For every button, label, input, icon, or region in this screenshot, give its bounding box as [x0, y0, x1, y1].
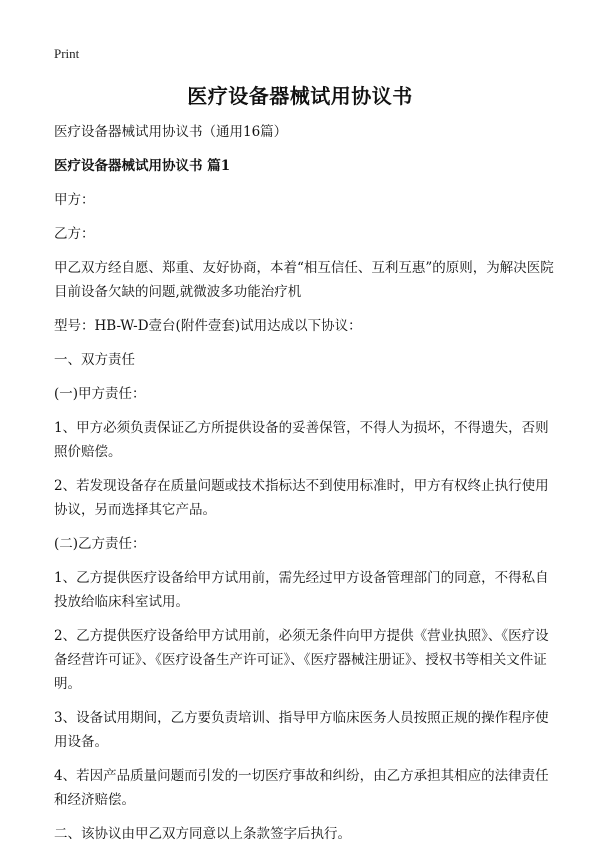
document-title: 医疗设备器械试用协议书 [187, 84, 413, 108]
party-b-duties-heading: (二)乙方责任： [54, 536, 146, 552]
party-a-duty-2: 2、若发现设备存在质量问题或技术指标达不到使用标准时，甲方有权终止执行使用协议，另而选择其它产品。 [54, 478, 549, 518]
party-a-duties-heading: (一)甲方责任： [54, 386, 146, 402]
party-b-duty-4: 4、若因产品质量问题而引发的一切医疗事故和纠纷，由乙方承担其相应的法律责任和经济赔偿。 [54, 768, 549, 808]
subtitle-paragraph: 医疗设备器械试用协议书（通用16篇） [54, 124, 288, 140]
party-a-duty-1: 1、甲方必须负责保证乙方所提供设备的妥善保管，不得人为损坏，不得遗失，否则照价赔偿。 [54, 420, 549, 460]
party-b-duty-3: 3、设备试用期间，乙方要负责培训、指导甲方临床医务人员按照正规的操作程序使用设备。 [54, 710, 549, 750]
section-heading: 医疗设备器械试用协议书 篇1 [54, 158, 231, 174]
model-paragraph: 型号：HB-W-D壹台(附件壹套)试用达成以下协议： [54, 318, 362, 334]
clause-heading: 一、双方责任 [54, 352, 135, 368]
document-body [54, 120, 554, 856]
print-link[interactable]: Print [54, 46, 80, 61]
party-b-duty-1: 1、乙方提供医疗设备给甲方试用前，需先经过甲方设备管理部门的同意，不得私自投放给临床科室试用。 [54, 570, 549, 610]
intro-paragraph: 甲乙双方经自愿、郑重、友好协商，本着“相互信任、互利互惠”的原则，为解决医院目前设备欠缺的问题,就微波多功能治疗机 [54, 260, 554, 300]
party-a-label: 甲方： [54, 192, 95, 208]
clause-2-paragraph: 二、该协议由甲乙双方同意以上条款签字后执行。 [54, 826, 351, 842]
party-b-duty-2: 2、乙方提供医疗设备给甲方试用前，必须无条件向甲方提供《营业执照》、《医疗设备经营许可证》、《医疗设备生产许可证》、《医疗器械注册证》、授权书等相关文件证明。 [54, 628, 549, 692]
party-b-label: 乙方： [54, 226, 95, 242]
